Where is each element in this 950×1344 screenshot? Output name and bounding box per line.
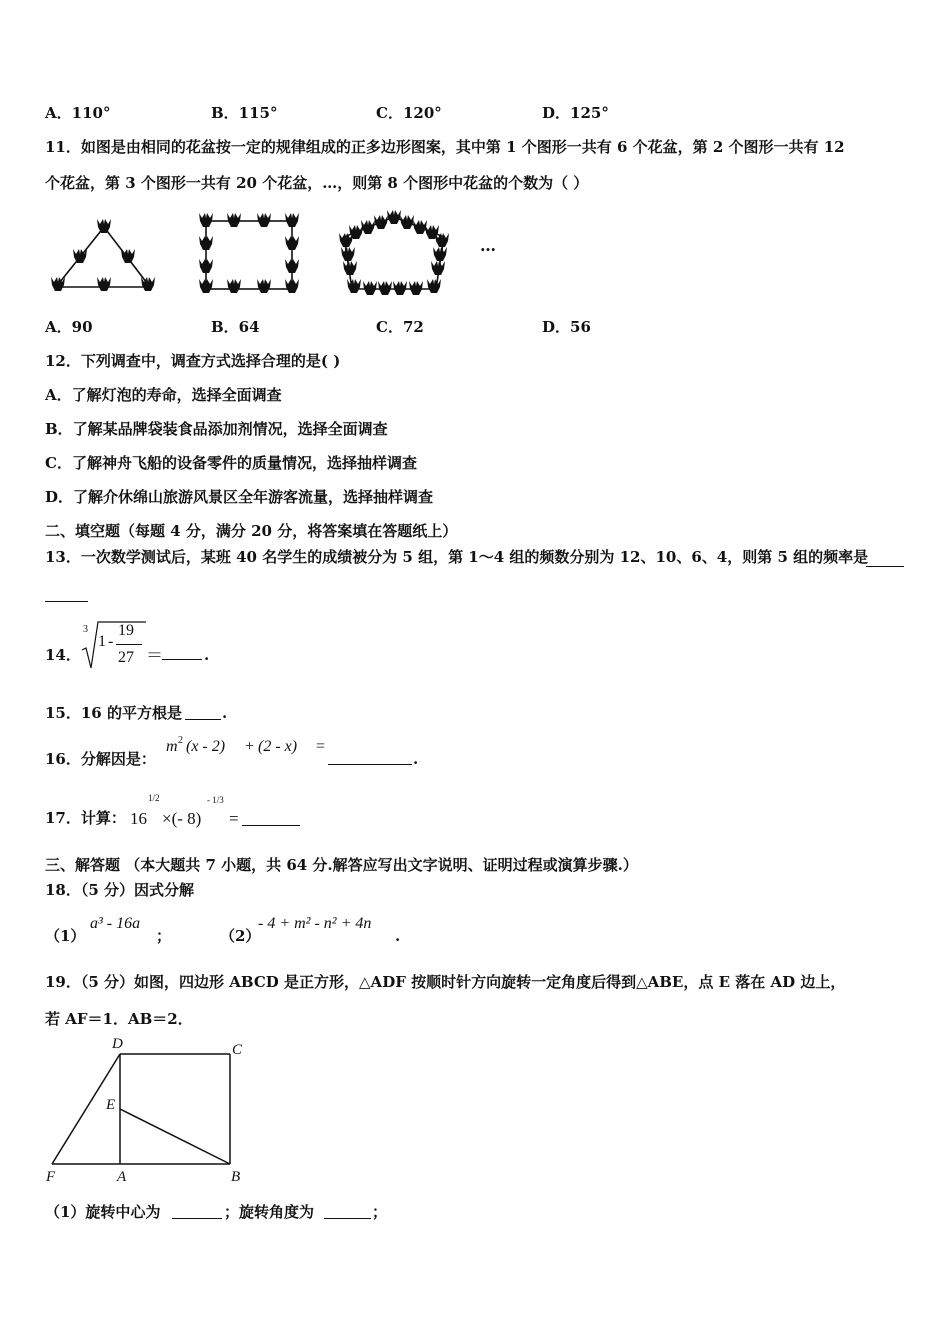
q13-answer-blank-2[interactable] (45, 601, 88, 602)
q16-equals: = (316, 738, 326, 755)
q12-stem: 12．下列调查中，调查方式选择合理的是( ) (45, 352, 341, 370)
label-a: A (117, 1169, 127, 1185)
q19-sub1-label: （1）旋转中心为 (45, 1203, 161, 1221)
q17-equals: = (229, 809, 239, 828)
q10-option-c: C．120° (376, 104, 442, 122)
q16-m: m (166, 738, 178, 755)
q16-expr1: (x - 2) (186, 738, 226, 755)
q16-exponent: 2 (178, 735, 183, 746)
q11-option-a: A．90 (45, 318, 93, 336)
q18-part2-label: （2） (220, 927, 261, 945)
flower-pot-patterns-figure (44, 205, 464, 305)
triangle-pattern (51, 219, 155, 291)
q10-option-a: A．110° (45, 104, 111, 122)
q17-times-neg8: ×(- 8) (162, 809, 202, 828)
q15-stem: 15．16 的平方根是 (45, 704, 182, 722)
q11-stem-line2: 个花盆，第 3 个图形一共有 20 个花盆，…，则第 8 个图形中花盆的个数为（ ） (45, 174, 589, 192)
label-e: E (106, 1097, 116, 1113)
q10-option-d: D．125° (542, 104, 609, 122)
section-solution-heading: 三、解答题 （本大题共 7 小题，共 64 分.解答应写出文字说明、证明过程或演算步骤.） (45, 856, 638, 874)
q19-stem-line2: 若 AF＝1．AB＝2． (45, 1010, 193, 1028)
q11-option-d: D．56 (542, 318, 591, 336)
q17-exponent-2: - 1/3 (207, 795, 224, 805)
q19-sub1-end: ； (372, 1203, 388, 1221)
q11-option-b: B．64 (211, 318, 260, 336)
q18-part1-expr: a³ - 16a (90, 915, 141, 932)
q19-sub1-mid: ；旋转角度为 (224, 1203, 315, 1221)
q14-one: 1 (98, 633, 106, 650)
label-d: D (112, 1036, 123, 1052)
square-pattern (199, 213, 299, 293)
q14-period: . (204, 646, 210, 664)
q11-option-c: C．72 (376, 318, 424, 336)
q13-stem: 13．一次数学测试后，某班 40 名学生的成绩被分为 5 组，第 1～4 组的频数分别为 12、10、6、4，则第 5 组的频率是 (45, 548, 869, 566)
q19-center-blank[interactable] (172, 1218, 222, 1219)
q14-root-index: 3 (83, 624, 88, 635)
q18-stem: 18．（5 分）因式分解 (45, 881, 195, 899)
q18-part2-end: . (395, 927, 401, 945)
q16-expr2: (2 - x) (258, 738, 298, 755)
q14-numerator: 19 (118, 622, 134, 639)
q11-stem-line1: 11．如图是由相同的花盆按一定的规律组成的正多边形图案，其中第 1 个图形一共有 6 个花盆，第 2 个图形一共有 12 (45, 138, 845, 156)
label-f: F (46, 1169, 56, 1185)
q18-part1-label: （1） (45, 927, 86, 945)
q14-fraction-bar (116, 644, 142, 645)
q13-answer-blank-1[interactable] (866, 566, 904, 567)
q16-period: . (413, 750, 419, 768)
q19-square-figure (40, 1036, 260, 1188)
q14-answer-blank[interactable] (162, 659, 202, 660)
q10-option-b: B．115° (211, 104, 278, 122)
q15-answer-blank[interactable] (185, 719, 221, 720)
q16-plus: + (245, 738, 255, 755)
q17-stem: 17．计算： (45, 809, 126, 827)
q12-option-c: C．了解神舟飞船的设备零件的质量情况，选择抽样调查 (45, 454, 417, 472)
q12-option-a: A．了解灯泡的寿命，选择全面调查 (45, 386, 282, 404)
q15-period: . (222, 704, 228, 722)
q14-equals: ＝ (146, 646, 163, 665)
label-b: B (231, 1169, 241, 1185)
q12-option-d: D．了解介休绵山旅游风景区全年游客流量，选择抽样调查 (45, 488, 434, 506)
q14-cube-root-sign (80, 618, 150, 672)
q19-stem-line1: 19．（5 分）如图，四边形 ABCD 是正方形，△ADF 按顺时针方向旋转一定角度后得到△ABE，点 E 落在 AD 边上， (45, 973, 846, 991)
q14-denominator: 27 (118, 649, 134, 666)
q19-angle-blank[interactable] (324, 1218, 371, 1219)
q17-base: 16 (130, 809, 147, 828)
q14-minus: - (108, 633, 114, 650)
q18-part2-expr: - 4 + m² - n² + 4n (258, 915, 372, 932)
q14-number: 14． (45, 646, 81, 664)
section-fill-in-heading: 二、填空题（每题 4 分，满分 20 分，将答案填在答题纸上） (45, 522, 458, 540)
q16-stem: 16．分解因是： (45, 750, 156, 768)
q11-ellipsis: … (480, 236, 496, 255)
q12-option-b: B．了解某品牌袋装食品添加剂情况，选择全面调查 (45, 420, 388, 438)
q18-part1-end: ； (156, 927, 172, 945)
label-c: C (232, 1042, 243, 1058)
pentagon-pattern (339, 210, 449, 295)
q17-exponent-1: 1/2 (148, 793, 160, 803)
q16-answer-blank[interactable] (328, 764, 412, 765)
q17-answer-blank[interactable] (242, 825, 300, 826)
